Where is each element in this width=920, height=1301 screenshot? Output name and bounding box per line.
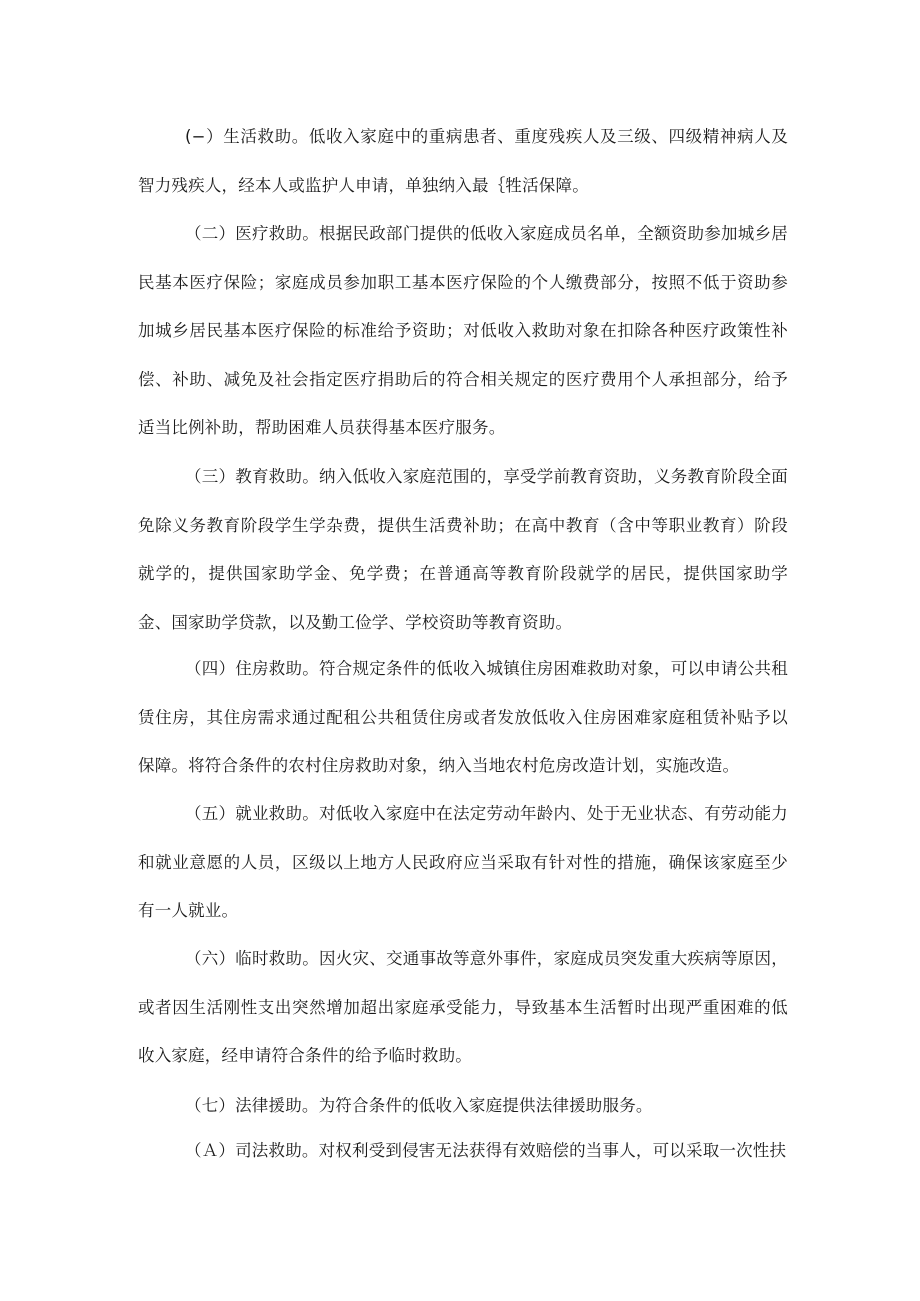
paragraph-legal-aid: （七）法律援助。为符合条件的低收入家庭提供法律援助服务。 — [185, 1096, 653, 1115]
paragraph-temporary-assistance: （六）临时救助。因火灾、交通事故等意外事件，家庭成员突发重大疾病等原因，或者因生活刚性支出突然增加超出家庭承受能力，导致基本生活暂时出现严重困难的低收入家庭，经申请符合条件的给予临时救助。 — [138, 949, 788, 1065]
paragraph-living-assistance: (−）生活救助。低收入家庭中的重病患者、重度残疾人及三级、四级精神病人及智力残疾人，经本人或监护人申请，单独纳入最｛牲活保障。 — [138, 127, 788, 195]
paragraph-judicial-assistance: （Ａ）司法救助。对权利受到侵害无法获得有效赔偿的当事人，可以采取一次性扶 — [185, 1141, 787, 1160]
paragraph-employment-assistance: （五）就业救助。对低收入家庭中在法定劳动年龄内、处于无业状态、有劳动能力和就业意愿的人员，区级以上地方人民政府应当采取有针对性的措施，确保该家庭至少有一人就业。 — [138, 804, 788, 920]
paragraph-education-assistance: （三）教育救助。纳入低收入家庭范围的，享受学前教育资助，义务教育阶段全面免除义务教育阶段学生学杂费，提供生活费补助；在高中教育（含中等职业教育）阶段就学的，提供国家助学金、免学费；在普通高等教育阶段就学的居民，提供国家助学金、国家助学贷款，以及勤工俭学、学校资助等教育资助。 — [138, 467, 788, 632]
paragraph-housing-assistance: （四）住房救助。符合规定条件的低收入城镇住房困难救助对象，可以申请公共租赁住房，其住房需求通过配租公共租赁住房或者发放低收入住房困难家庭租赁补贴予以保障。将符合条件的农村住房救助对象，纳入当地农村危房改造计划，实施改造。 — [138, 659, 788, 775]
paragraph-medical-assistance: （二）医疗救助。根据民政部门提供的低收入家庭成员名单，全额资助参加城乡居民基本医疗保险；家庭成员参加职工基本医疗保险的个人缴费部分，按照不低于资助参加城乡居民基本医疗保险的标准给予资助；对低收入救助对象在扣除各种医疗政策性补偿、补助、减免及社会指定医疗捐助后的符合相关规定的医疗费用个人承担部分，给予适当比例补助，帮助困难人员获得基本医疗服务。 — [138, 224, 788, 437]
